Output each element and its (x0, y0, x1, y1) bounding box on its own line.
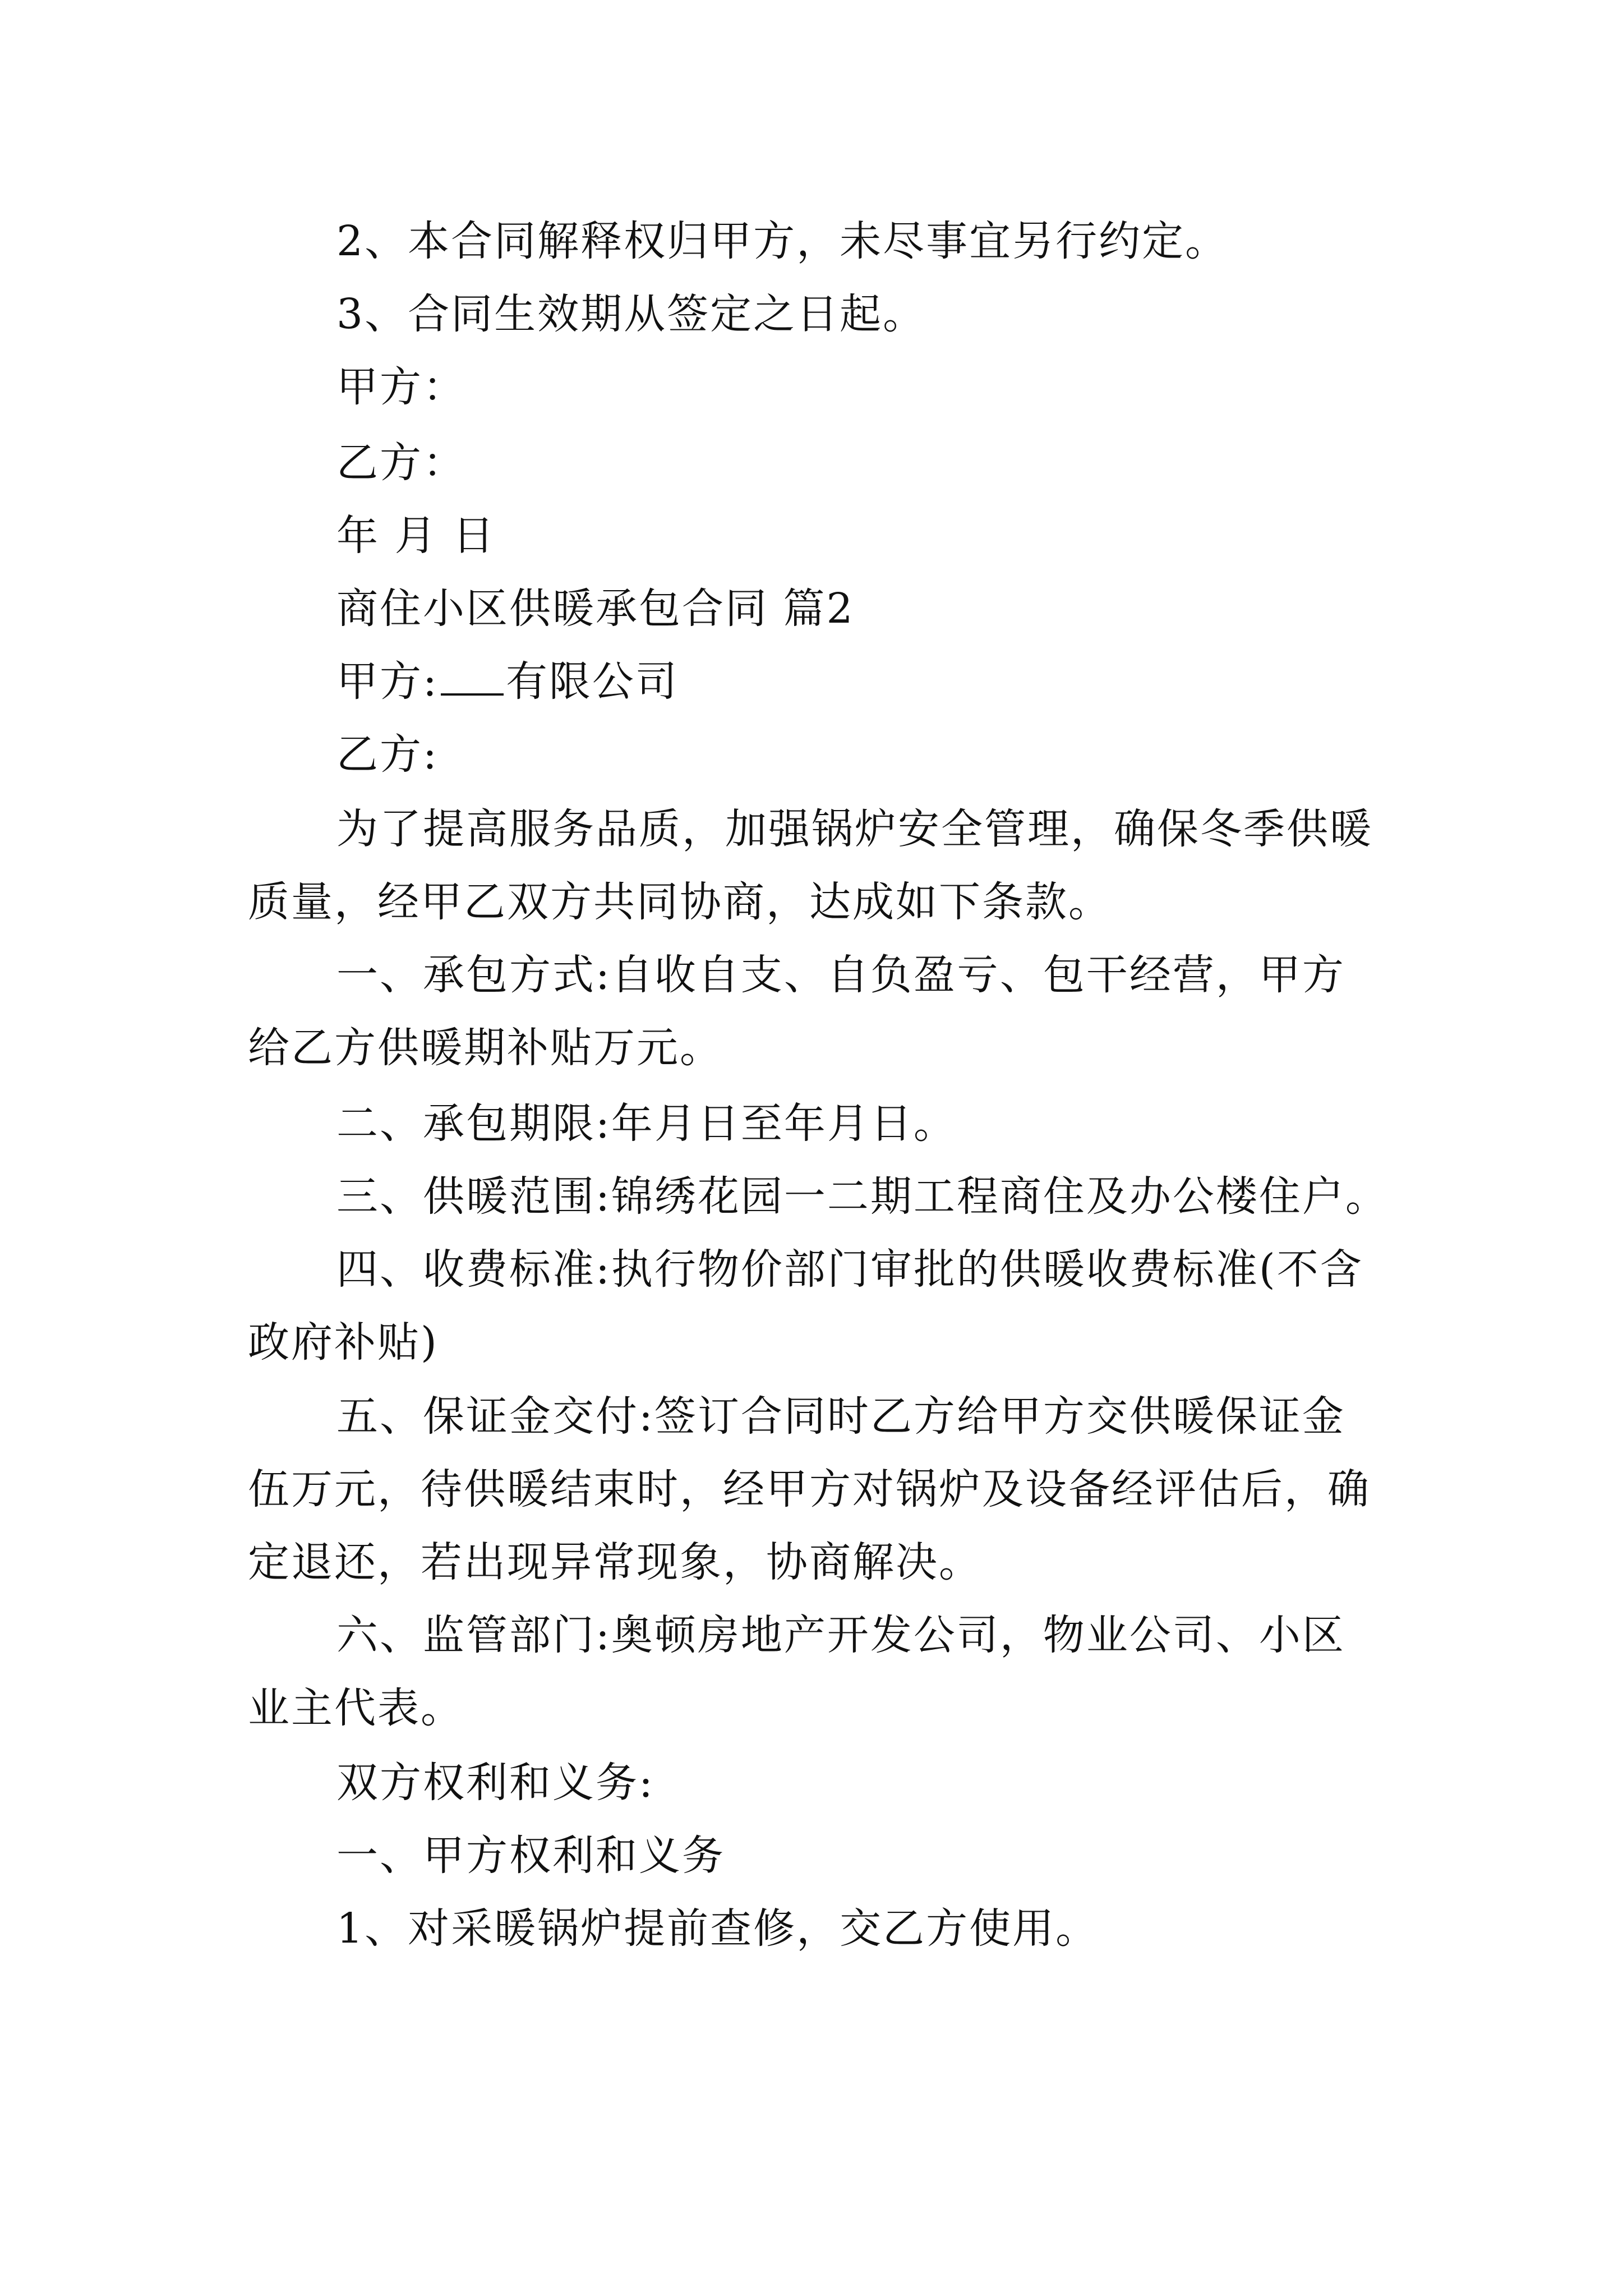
clause-heating-scope: 三、供暖范围:锦绣花园一二期工程商住及办公楼住户。 (336, 1172, 1389, 1221)
party-b-signature-label: 乙方： (336, 439, 466, 487)
clause-contract-method-line-2: 给乙方供暖期补贴万元。 (248, 1024, 723, 1072)
party-a-signature-label: 甲方： (336, 363, 466, 411)
contract-title-part-2: 商住小区供暖承包合同 篇2 (336, 585, 855, 633)
party-a-label: 甲方: (336, 657, 439, 706)
rights-obligations-heading: 双方权利和义务: (336, 1759, 654, 1807)
party-a-company-suffix: 有限公司 (505, 657, 679, 706)
party-b-line: 乙方: (336, 730, 439, 779)
clause-contract-term: 二、承包期限:年月日至年月日。 (336, 1099, 957, 1148)
clause-supervision-line-1: 六、监管部门:奥顿房地产开发公司，物业公司、小区 (336, 1611, 1345, 1659)
clause-contract-method-line-1: 一、承包方式:自收自支、自负盈亏、包干经营，甲方 (336, 951, 1345, 999)
clause-deposit-line-3: 定退还，若出现异常现象，协商解决。 (248, 1538, 982, 1586)
clause-fee-standard-line-1: 四、收费标准:执行物价部门审批的供暖收费标准(不含 (336, 1245, 1363, 1294)
party-a-line (336, 656, 679, 707)
clause-supervision-line-2: 业主代表。 (248, 1684, 464, 1732)
date-line: 年 月 日 (336, 512, 496, 560)
intro-paragraph-line-2: 质量，经甲乙双方共同协商，达成如下条款。 (248, 878, 1112, 926)
clause-3-effective-date: 3、合同生效期从签定之日起。 (336, 290, 926, 338)
party-a-rights-item-1: 1、对采暖锅炉提前查修，交乙方使用。 (336, 1904, 1099, 1953)
party-a-rights-heading: 一、甲方权利和义务 (336, 1832, 725, 1880)
clause-deposit-line-1: 五、保证金交付:签订合同时乙方给甲方交供暖保证金 (336, 1392, 1345, 1441)
clause-2-interpretation: 2、本合同解释权归甲方，未尽事宜另行约定。 (336, 217, 1229, 265)
clause-fee-standard-line-2: 政府补贴) (248, 1318, 439, 1366)
intro-paragraph-line-1: 为了提高服务品质，加强锅炉安全管理，确保冬季供暖 (336, 805, 1373, 853)
party-a-blank (441, 659, 504, 696)
clause-deposit-line-2: 伍万元，待供暖结束时，经甲方对锅炉及设备经评估后，确 (248, 1465, 1371, 1513)
